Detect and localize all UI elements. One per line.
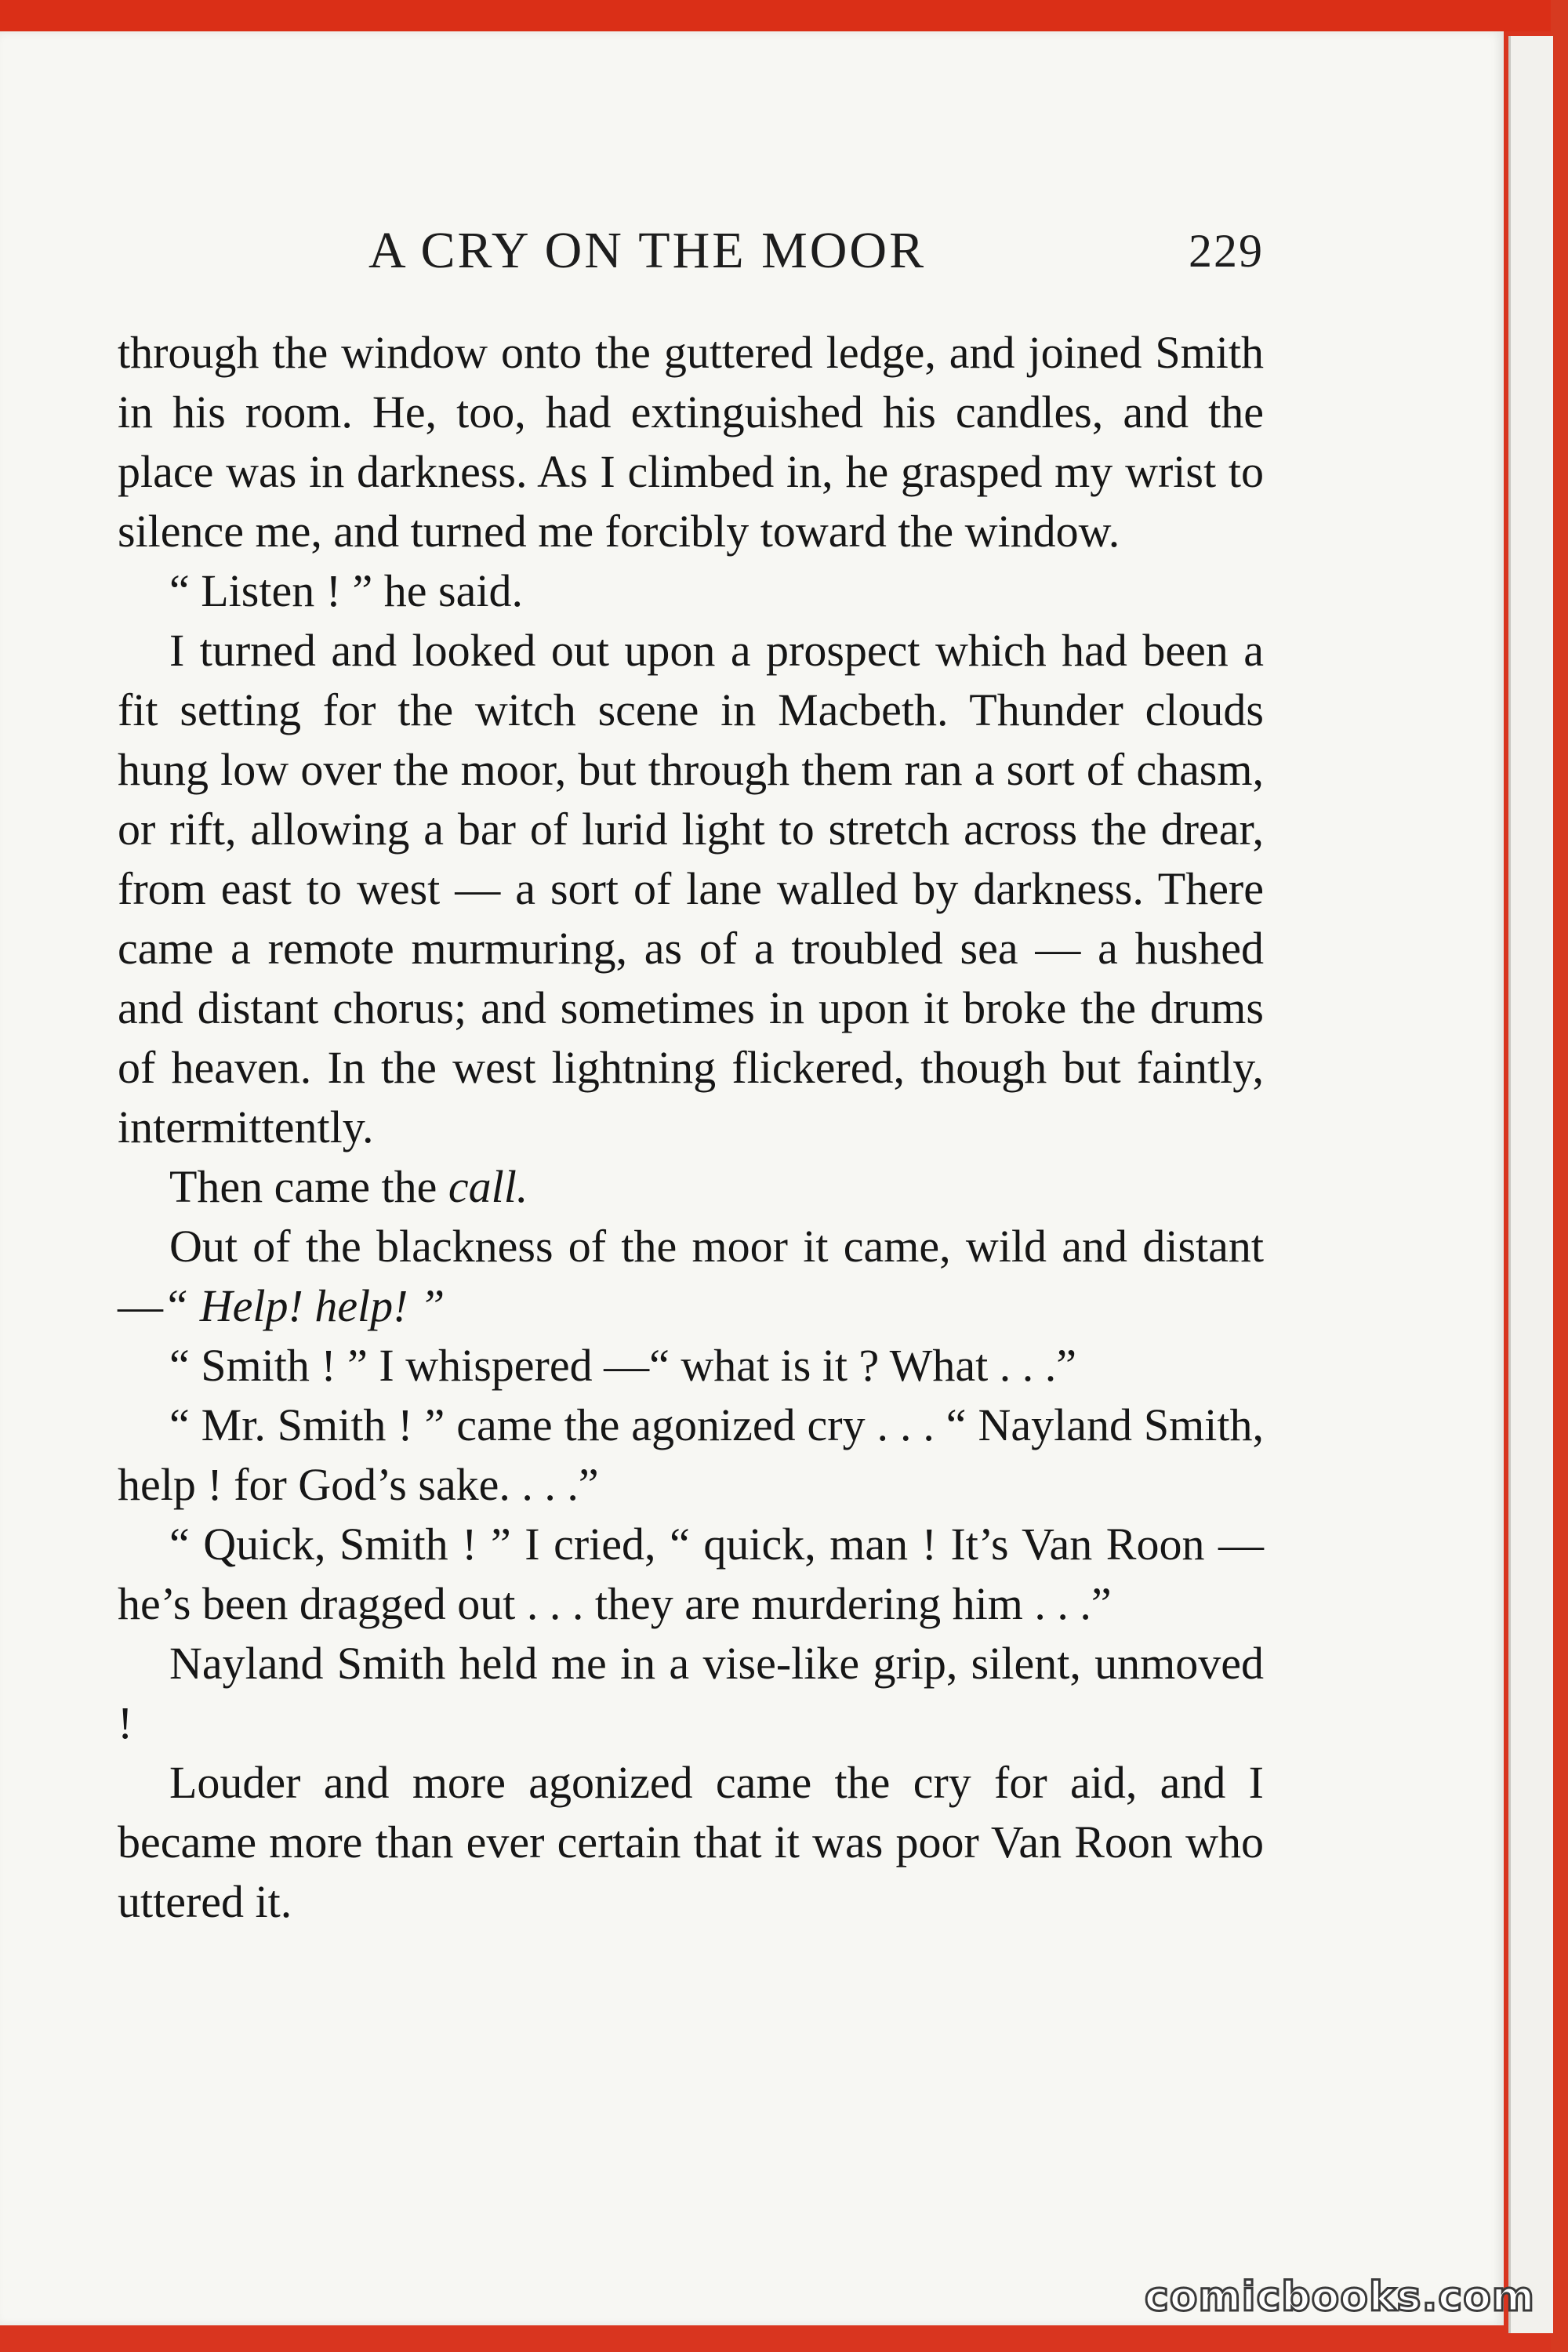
underlying-page-edge (1508, 36, 1553, 2333)
paragraph-1: through the window onto the guttered ledge, and joined Smith in his room. He, too, had extinguished his candles, and the place was in darkness. As I climbed in, he grasped my wrist to silence me, and turned me forcibly toward the window. (118, 327, 1264, 557)
chapter-title: A CRY ON THE MOOR (368, 222, 927, 279)
paragraph-7: “ Mr. Smith ! ” came the agonized cry . . . “ Nayland Smith, help ! for God’s sake. . . .” (118, 1399, 1264, 1510)
paragraph-4: Then came the call. (169, 1161, 528, 1212)
paragraph-9: Nayland Smith held me in a vise-like grip, silent, unmoved ! (118, 1638, 1264, 1748)
book-cover-right-edge (1551, 0, 1568, 2352)
paragraph-5: Out of the blackness of the moor it came, wild and distant —“ Help! help! ” (118, 1221, 1264, 1331)
running-head (118, 221, 1264, 284)
paragraph-8: “ Quick, Smith ! ” I cried, “ quick, man ! It’s Van Roon — he’s been dragged out . . . they are murdering him . . .” (118, 1519, 1264, 1629)
paragraph-2: “ Listen ! ” he said. (169, 565, 523, 616)
book-cover-top-edge (0, 0, 1568, 31)
paragraph-3: I turned and looked out upon a prospect which had been a fit setting for the witch scene in Macbeth. Thunder clouds hung low over the moor, but through them ran a sort of chasm, or rift, allowing a bar of lurid light to stretch across the drear, from east to west — a sort of lane walled by darkness. There came a remote murmuring, as of a troubled sea — a hushed and distant chorus; and sometimes in upon it broke the drums of heaven. In the west lightning flickered, though but faintly, intermittently. (118, 625, 1264, 1152)
paragraph-10: Louder and more agonized came the cry for aid, and I became more than ever certain that it was poor Van Roon who uttered it. (118, 1757, 1264, 1927)
book-page (0, 31, 1504, 2325)
paragraph-6: “ Smith ! ” I whispered —“ what is it ? What . . .” (169, 1340, 1077, 1391)
watermark-logo: comicbooks.com (1144, 2274, 1535, 2321)
page-number: 229 (1189, 225, 1264, 277)
body-text (118, 323, 1264, 1932)
